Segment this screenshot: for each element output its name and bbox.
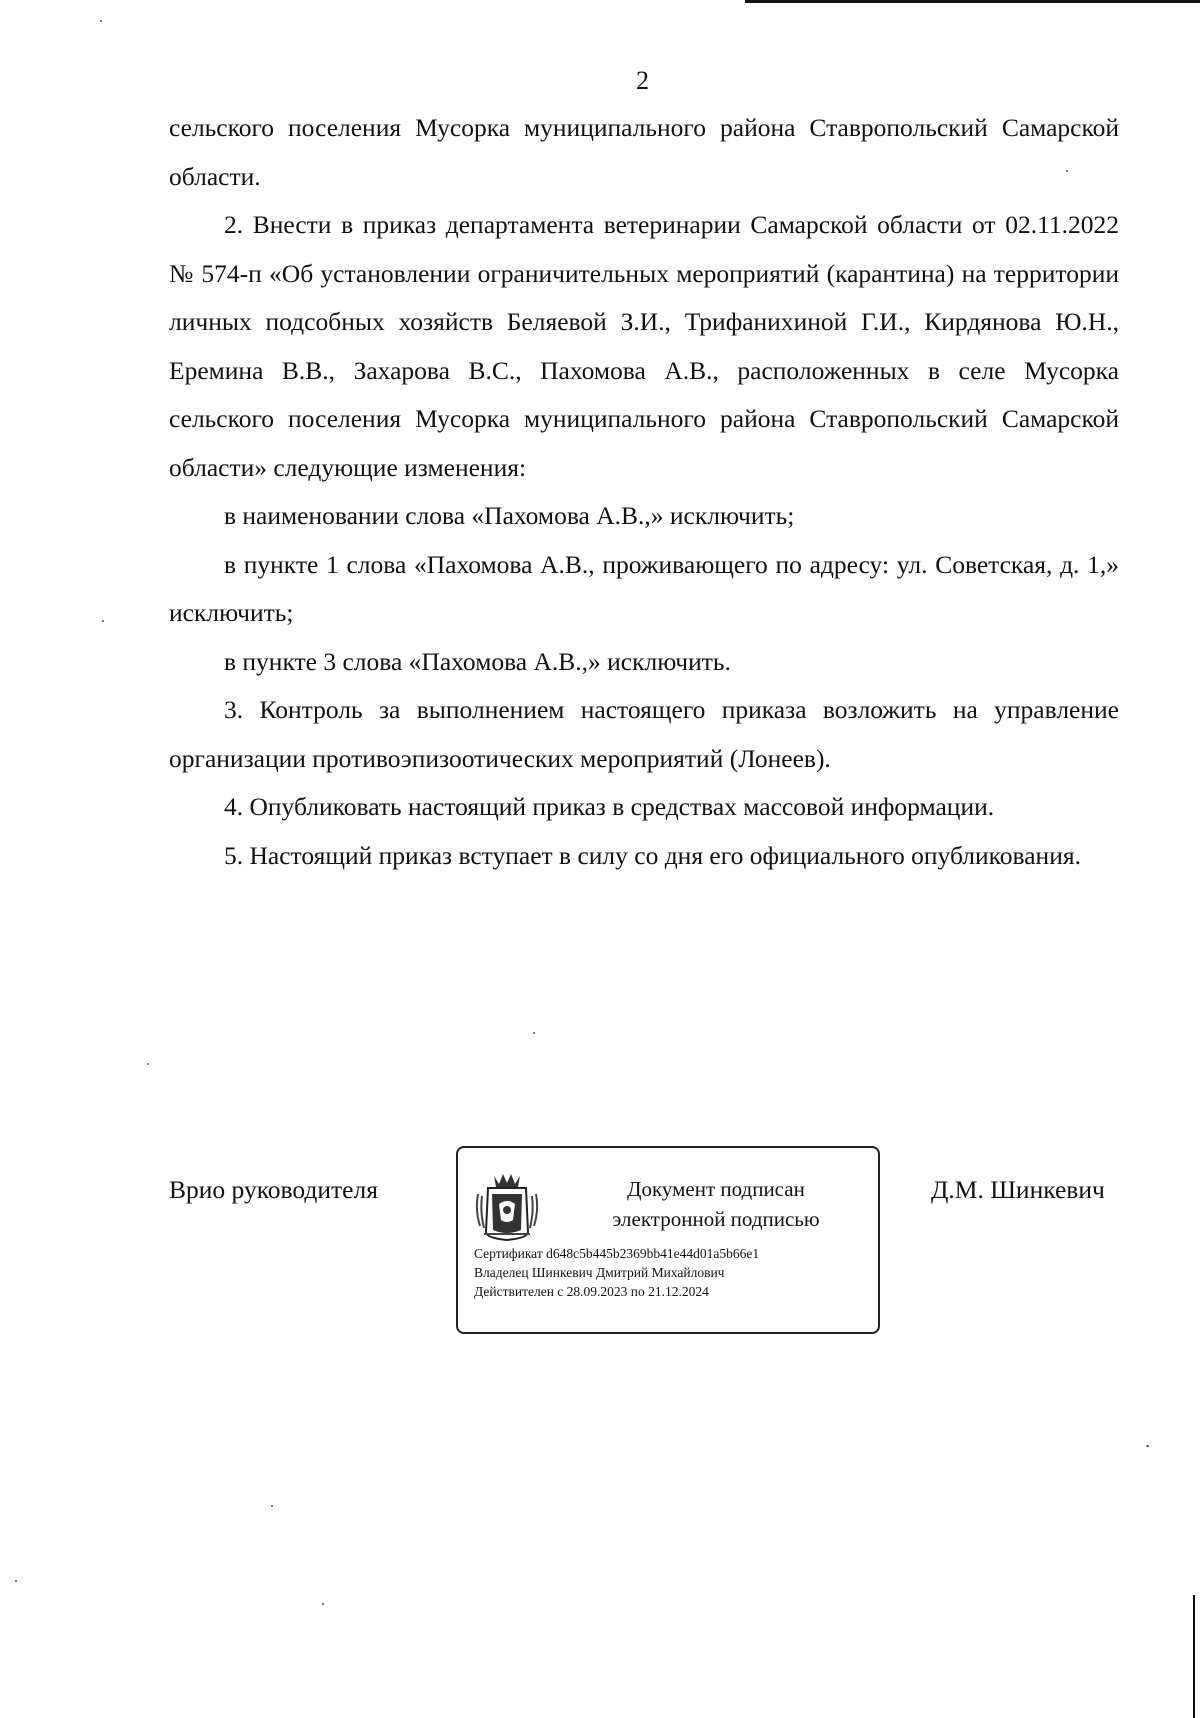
page-number: 2 — [636, 66, 649, 95]
stamp-certificate: Сертификат d648c5b445b2369bb41e44d01a5b66e1 — [474, 1246, 760, 1261]
electronic-signature-stamp — [456, 1146, 880, 1334]
scan-edge-right — [1193, 1595, 1195, 1718]
coat-of-arms-icon — [474, 1168, 540, 1242]
document-body — [169, 104, 1119, 880]
scan-speck — [1066, 170, 1068, 172]
scan-speck — [147, 1063, 149, 1065]
paragraph-1: 2. Внести в приказ департамента ветеринарии Самарской области от 02.11.2022 № 574-п «Об установлении ограничительных мероприятий (карантина) на территории личных подсобных хозяйств Беляевой З.И., Трифанихиной Г.И., Кирдянова Ю.Н., Еремина В.В., Захарова В.С., Пахомова А.В., расположенных в селе Мусорка сельского поселения Мусорка муниципального района Ставропольский Самарской области» следующие изменения: — [169, 210, 1119, 482]
paragraph-5: 3. Контроль за выполнением настоящего приказа возложить на управление организации противоэпизоотических мероприятий (Лонеев). — [169, 695, 1119, 773]
scan-speck — [15, 1580, 17, 1582]
paragraph-7: 5. Настоящий приказ вступает в силу со дня его официального опубликования. — [224, 840, 1081, 870]
stamp-heading-line1: Документ подписан — [627, 1177, 805, 1201]
paragraph-3: в пункте 1 слова «Пахомова А.В., проживающего по адресу: ул. Советская, д. 1,» исключить; — [169, 549, 1119, 627]
scan-speck — [102, 620, 104, 622]
scan-speck — [322, 1603, 324, 1605]
scan-speck — [1146, 1445, 1149, 1447]
scan-edge-top — [745, 0, 1200, 3]
paragraph-4: в пункте 3 слова «Пахомова А.В.,» исключить. — [224, 646, 731, 676]
paragraph-6: 4. Опубликовать настоящий приказ в средствах массовой информации. — [224, 792, 995, 821]
paragraph-0: сельского поселения Мусорка муниципального района Ставропольский Самарской области. — [169, 113, 1119, 191]
scan-speck — [533, 1032, 535, 1034]
paragraph-2: в наименовании слова «Пахомова А.В.,» исключить; — [224, 501, 795, 530]
signatory-position: Врио руководителя — [169, 1175, 378, 1204]
stamp-details — [474, 1244, 874, 1301]
stamp-heading — [570, 1174, 862, 1234]
stamp-owner: Владелец Шинкевич Дмитрий Михайлович — [474, 1265, 725, 1280]
stamp-heading-line2: электронной подписью — [612, 1207, 820, 1231]
stamp-validity: Действителен с 28.09.2023 по 21.12.2024 — [474, 1284, 709, 1299]
scan-speck — [271, 1505, 273, 1507]
signatory-name: Д.М. Шинкевич — [931, 1175, 1105, 1204]
scan-speck — [100, 20, 102, 22]
